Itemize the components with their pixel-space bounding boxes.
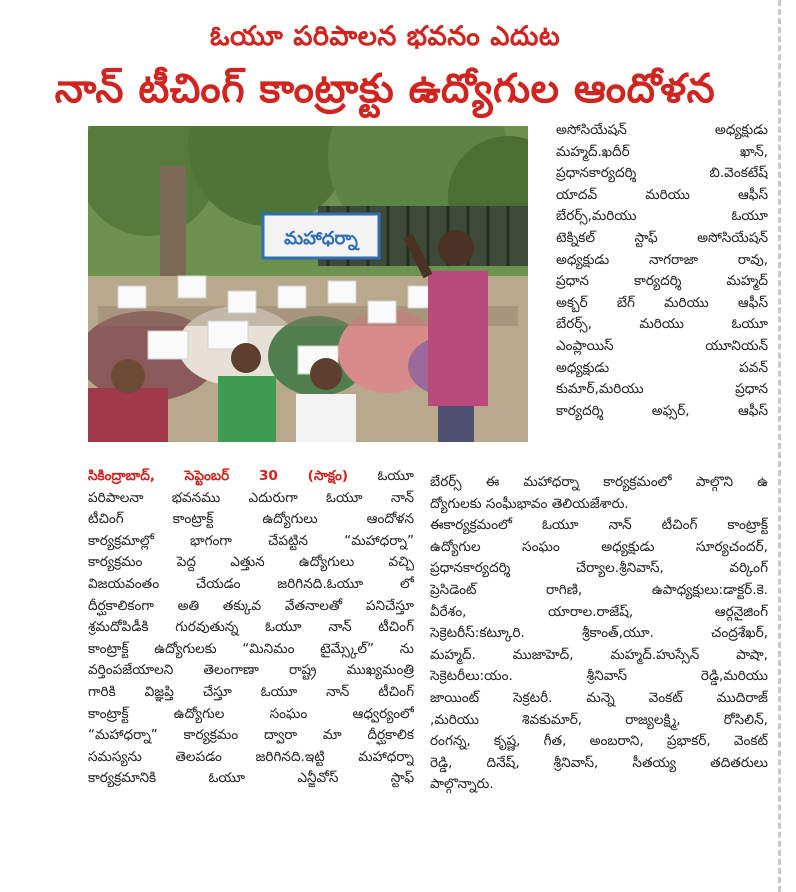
text-line: మహ్మద్.ఖదీర్ ఖాన్, [556,143,768,160]
text-line: “మహాధర్నా” కార్యక్రమం ద్వారా మా దీర్ఘకాలిక [88,727,414,744]
text-line: అధ్యక్షుడు పవన్ [556,359,768,376]
dateline: సికింద్రాబాద్, సెప్టెంబర్ 30 (సాక్షం) [88,468,349,484]
text-line: ఎంప్లాయిస్ యూనియన్ [556,337,768,354]
text-line: బేరర్స్,మరియు ఓయూ [556,208,768,225]
text-line: బేరర్స్ ఈ మహాధర్నా కార్యక్రమంలో పాల్గొని ఉ [430,474,768,490]
text-line: మహ్మద్. ముజాహెద్, మహ్మద్.హుస్సేన్ పాషా, [430,646,768,663]
article-column-left [88,466,414,790]
text-line: రెడ్డి, దినేష్, శ్రీనివాస్, సీతయ్య తదితరులు [430,754,768,771]
text-line: టీచింగ్ కాంట్రాక్ట్ ఉద్యోగులు ఆందోళన [88,511,414,528]
text-line: విజయవంతం చేయడం జరిగినది.ఓయూ లో [88,575,414,592]
article-column-right-bottom [430,472,768,796]
text-line: పాల్గొన్నారు. [430,776,494,793]
text-line: కార్యక్రమానికి ఓయూ ఎన్జీవోస్ స్టాఫ్ [88,770,414,787]
text-line: ,మరియు శివకుమార్, రాజ్యలక్ష్మి, రోసిలిన్, [430,711,768,728]
text-line: అక్బర్ బేగ్ మరియు ఆఫీస్ [556,294,768,311]
text-line: శ్రమదోపిడీకి గురవుతున్న ఓయూ నాన్ టీచింగ్ [88,619,414,636]
text-line: ఈకార్యక్రమంలో ఓయూ నాన్ టీచింగ్ కాంట్రాక్ట్ [430,517,768,534]
text-line: అసోసియేషన్ అధ్యక్షుడు [556,122,768,138]
text-line: కార్యక్రమాల్లో భాగంగా చేపట్టిన “మహాధర్నా” [88,532,414,549]
text-line: పరిపాలనా భవనము ఎదురుగా ఓయూ నాన్ [88,489,414,506]
text-line: సమస్యను తెలపడం జరిగినది.ఇట్టి మహాధర్నా [88,748,414,765]
text-line: ప్రధానకార్యదర్శి బి.వెంకటేష్ [556,165,768,182]
text-line: ఉద్యోగుల సంఘం అధ్యక్షుడు సూర్యచందర్, [430,538,768,555]
column-divider [778,0,781,892]
text-line: బేరర్స్, మరియు ఓయూ [556,316,768,333]
text-line: సెక్రెటరీలు:యం. శ్రీనివాస్ రెడ్డి,మరియు [430,668,768,685]
text-line: ప్రెసిడెంట్ రాగిణి, ఉపాధ్యక్షులు:డాక్టర్.కె. [430,581,768,598]
text-line: ప్రధాన కార్యదర్శి మహ్మద్ [556,273,768,290]
text-line: కార్యక్రమం పెద్ద ఎత్తున ఉద్యోగులు వచ్చి [88,554,414,571]
text-line: వర్తింపజేయాలని తెలంగాణా రాష్ట్ర ముఖ్యమంత్రి [88,662,414,679]
headline-kicker: ఓయూ పరిపాలన భవనం ఎదుట [209,21,561,52]
text-line: యాదవ్ మరియు ఆఫీస్ [556,186,768,203]
article-column-right-top [556,120,768,422]
text-line: అధ్యక్షుడు నాగరాజా రావు, [556,251,768,268]
headline-title: నాన్ టీచింగ్ కాంట్రాక్టు ఉద్యోగుల ఆందోళన [54,66,716,112]
text-line: గారికి విజ్ఞప్తి చేస్తూ ఓయూ నాన్ టీచింగ్ [88,683,414,700]
dateline-line [88,466,414,488]
banner-text: మహాధర్నా [284,228,358,249]
text-line: జాయింట్ సెక్రటరీ. మన్నె వెంకట్ ముదిరాజ్ [430,689,768,706]
text-line: ద్యోగులకు సంఘీభావం తెలియజేశారు. [430,495,629,512]
text-line: కాంట్రాక్ట్ ఉద్యోగులకు “మినిమం టైమ్స్కేల్” ను [88,640,414,657]
news-photo [88,126,528,442]
dateline-tail: ఓయూ [377,468,414,484]
text-line: రంగన్న, కృష్ణ, గీత, అంబరాని, ప్రభాకర్, వెంకట్ [430,733,768,750]
text-line: కుమార్,మరియు ప్రధాన [556,381,768,398]
text-line: దీర్ఘకాలికంగా అతి తక్కువ వేతనాలతో పనిచేస్తూ [88,597,414,614]
text-line: టెక్నికల్ స్టాఫ్ అసోసియేషన్ [556,229,768,246]
text-line: ప్రధానకార్యదర్శి చేర్యాల.శ్రీనివాస్, వర్కింగ్ [430,560,768,577]
text-line: సెక్రెటరీస్:కట్కూరి. శ్రీకాంత్,యూ. చంద్రశేఖర్, [430,625,768,642]
protest-photo-illustration [88,126,528,442]
text-line: వీరేశం, యారాల.రాజేష్, ఆర్గనైజింగ్ [430,603,768,620]
text-line: కాంట్రాక్ట్ ఉద్యోగుల సంఘం ఆధ్వర్యంలో [88,705,414,722]
text-line: కార్యదర్శి అఫ్సర్, ఆఫీస్ [556,402,768,419]
